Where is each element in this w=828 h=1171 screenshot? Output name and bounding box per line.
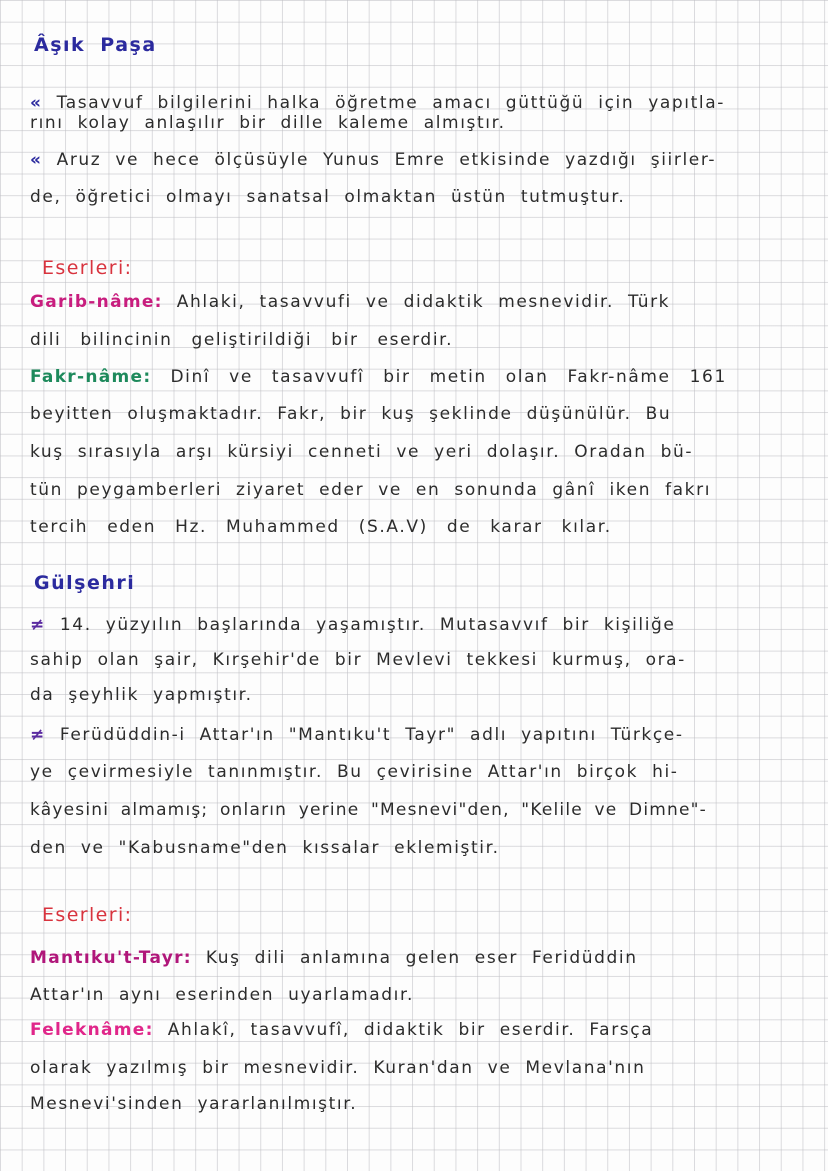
work-line: beyitten oluşmaktadır. Fakr, bir kuş şeklinde düşünülür. Bu	[30, 404, 672, 424]
not-equal-bullet-icon: ≠	[30, 725, 46, 745]
point-line: ye çevirmesiyle tanınmıştır. Bu çevirisine Attar'ın birçok hi-	[30, 762, 679, 782]
works-heading: Eserleri:	[42, 257, 133, 279]
work-text: Dinî ve tasavvufî bir metin olan Fakr-nâme 161	[170, 367, 727, 387]
double-chevron-bullet-icon: «	[30, 93, 43, 113]
point-text: 14. yüzyılın başlarında yaşamıştır. Mutasavvıf bir kişiliğe	[59, 615, 676, 635]
work-line: kuş sırasıyla arşı kürsiyi cenneti ve yeri dolaşır. Oradan bü-	[30, 442, 694, 462]
work-line: tercih eden Hz. Muhammed (S.A.V) de karar kılar.	[30, 517, 612, 537]
work-line: olarak yazılmış bir mesnevidir. Kuran'dan ve Mevlana'nın	[30, 1058, 646, 1078]
work-text: Ahlakî, tasavvufî, didaktik bir eserdir. Farsça	[167, 1020, 654, 1040]
work-text: Kuş dili anlamına gelen eser Feridüddin	[205, 948, 638, 968]
work-name-garib-name: Garib-nâme:	[30, 292, 163, 312]
point-line: kâyesini almamış; onların yerine "Mesnevi"den, "Kelile ve Dimne"-	[30, 800, 707, 820]
not-equal-bullet-icon: ≠	[30, 615, 46, 635]
point-line: sahip olan şair, Kırşehir'de bir Mevlevi tekkesi kurmuş, ora-	[30, 650, 686, 670]
work-line	[30, 1020, 653, 1040]
work-text: Ahlaki, tasavvufi ve didaktik mesnevidir. Türk	[176, 292, 671, 312]
point-line	[30, 725, 684, 745]
section-title-gulsehri: Gülşehri	[34, 572, 136, 594]
work-name-mantiku-t-tayr: Mantıku't-Tayr:	[30, 948, 192, 968]
point-text: Aruz ve hece ölçüsüyle Yunus Emre etkisinde yazdığı şiirler-	[56, 150, 717, 170]
point-line	[30, 150, 716, 170]
point-line: rını kolay anlaşılır bir dille kaleme almıştır.	[30, 113, 506, 133]
work-line	[30, 948, 638, 968]
work-name-feleknâme: Feleknâme:	[30, 1020, 154, 1040]
work-line	[30, 367, 727, 387]
works-heading: Eserleri:	[42, 904, 133, 926]
point-line	[30, 93, 725, 113]
point-line: den ve "Kabusname"den kıssalar eklemiştir.	[30, 838, 500, 858]
work-line: Mesnevi'sinden yararlanılmıştır.	[30, 1094, 358, 1114]
double-chevron-bullet-icon: «	[30, 150, 43, 170]
section-title-asik-pasa: Âşık Paşa	[34, 34, 157, 56]
point-line: da şeyhlik yapmıştır.	[30, 685, 253, 705]
work-name-fakr-name: Fakr-nâme:	[30, 367, 152, 387]
point-line: de, öğretici olmayı sanatsal olmaktan üstün tutmuştur.	[30, 187, 626, 207]
point-line	[30, 615, 676, 635]
work-line: Attar'ın aynı eserinden uyarlamadır.	[30, 985, 415, 1005]
work-line: tün peygamberleri ziyaret eder ve en sonunda gânî iken fakrı	[30, 480, 712, 500]
point-text: Ferüdüddin-i Attar'ın "Mantıku't Tayr" adlı yapıtını Türkçe-	[59, 725, 684, 745]
work-line: dili bilincinin geliştirildiği bir eserdir.	[30, 330, 454, 350]
work-line	[30, 292, 670, 312]
point-text: Tasavvuf bilgilerini halka öğretme amacı güttüğü için yapıtla-	[56, 93, 725, 113]
